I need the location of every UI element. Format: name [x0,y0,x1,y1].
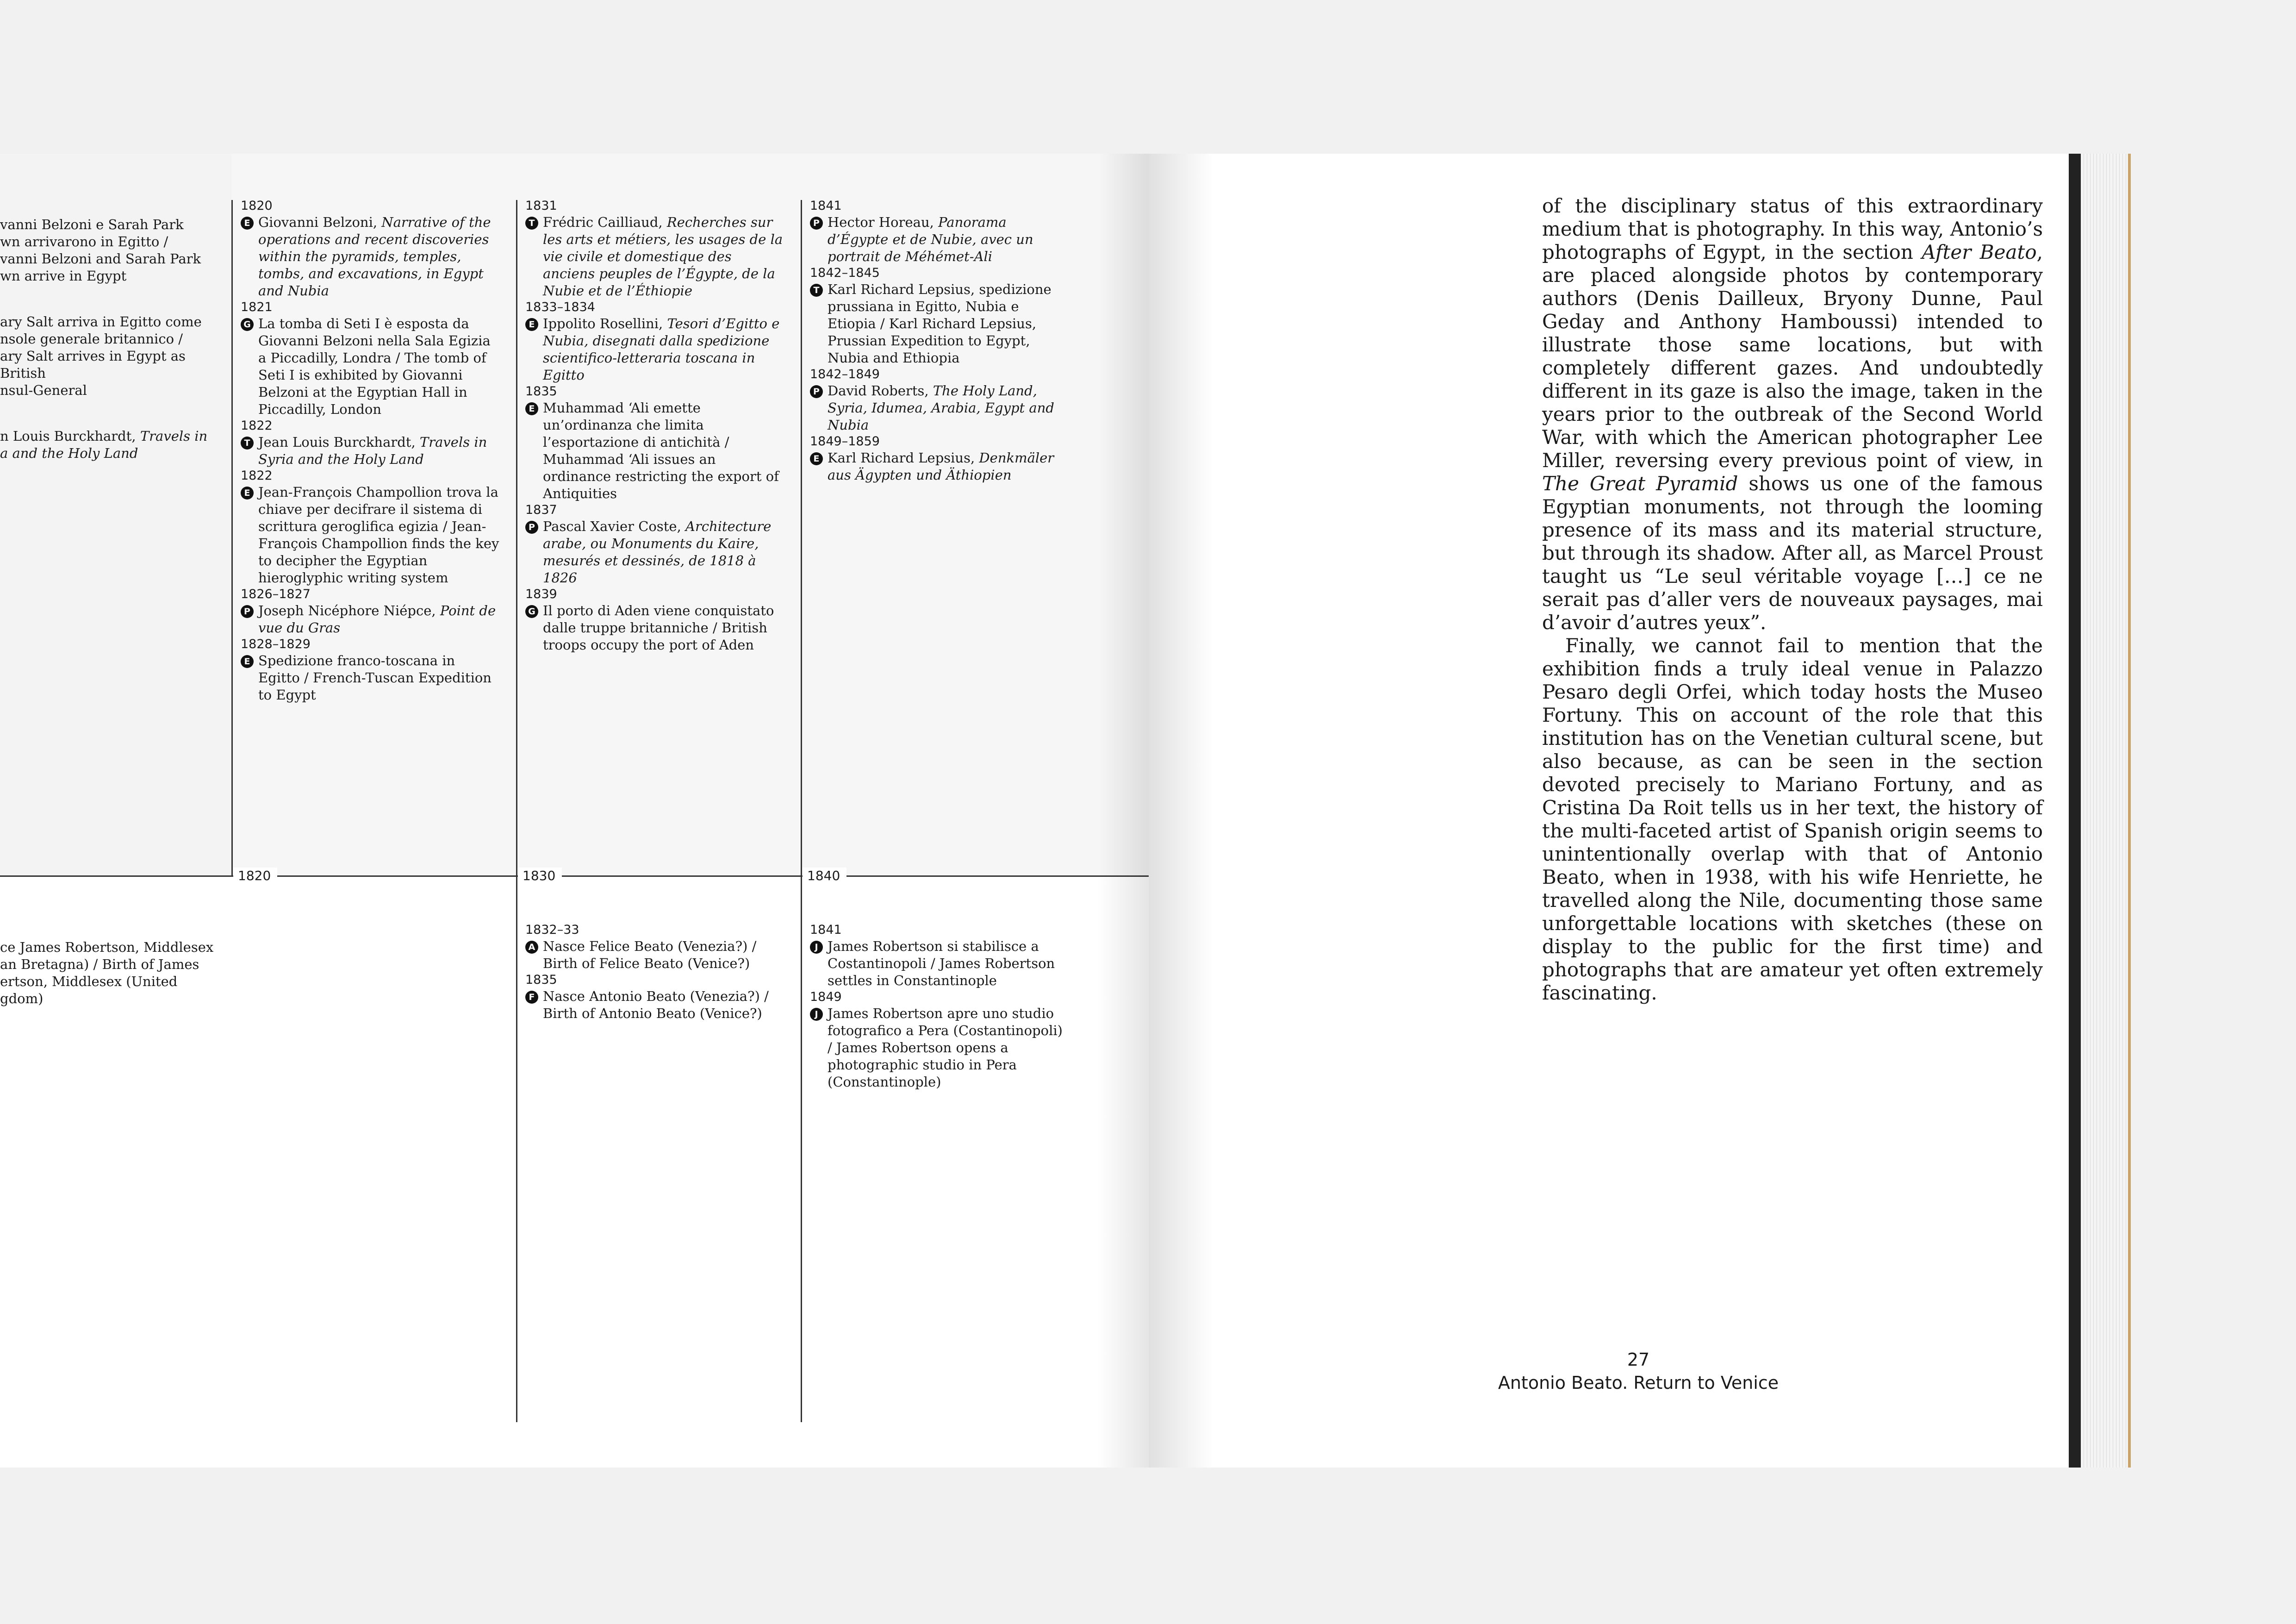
entry-line: nsul-General [0,382,87,398]
timeline-lower-col-1840s [810,922,1069,1091]
entry-line: wn arrive in Egypt [0,268,127,284]
timeline-upper-col-1820s [241,198,500,704]
category-badge: E [525,318,538,331]
entry-text: Pascal Xavier Coste, [543,518,686,534]
timeline-entry [525,384,784,502]
entry-year: 1842–1845 [810,266,880,280]
entry-title: Narrative of the operations and recent discoveries within the pyramids, temples, tombs, and excavations, in Egypt and Nubia [258,214,491,299]
entry-text: n Louis Burckhardt, [0,428,140,444]
entry-text: Giovanni Belzoni, [258,214,382,230]
page-footer [1481,1348,1796,1394]
entry-year: 1822 [241,468,273,483]
category-badge: T [810,284,823,297]
timeline-upper-col-0 [0,216,218,462]
essay-paragraph-1 [1542,194,2043,634]
entry-text: Nasce Antonio Beato (Venezia?) / Birth of Antonio Beato (Venice?) [543,988,769,1021]
category-badge: T [241,437,254,450]
timeline-entry [525,300,784,384]
entry-title: Tesori d’Egitto e Nubia, disegnati dalla spedizione scientifico-letteraria toscana in Egitto [543,316,780,383]
entry-line: ary Salt arrives in Egypt as British [0,348,186,381]
category-badge: T [525,217,538,230]
timeline-upper-col-1830s [525,198,784,654]
entry-title: The Holy Land, Syria, Idumea, Arabia, Egypt and Nubia [828,383,1054,433]
timeline-entry [525,502,784,587]
entry-year: 1828–1829 [241,637,311,651]
category-badge: E [241,655,254,668]
category-badge: A [525,941,538,954]
timeline-entry [0,313,218,399]
entry-text: Jean Louis Burckhardt, [258,434,420,450]
entry-year: 1837 [525,503,557,517]
axis-label-1830: 1830 [518,868,562,884]
essay-text: shows us one of the famous Egyptian monuments, not through the looming presence of its mass and its material structure, but through its shadow. After all, as Marcel Proust taught us “Le seul véritable voyage […] ce ne serait pas d’aller vers de nouveaux paysages, mai d’avoir d’autres yeux”. [1542,472,2043,634]
essay-paragraph-2: Finally, we cannot fail to mention that the exhibition finds a truly ideal venue in Palazzo Pesaro degli Orfei, which today hosts the Museo Fortuny. This on account of the role that this institution has on the Venetian cultural scene, but also because, as can be seen in the section devoted precisely to Mariano Fortuny, and as Cristina Da Roit tells us in her text, the history of the multi-faceted artist of Spanish origin seems to unintentionally overlap with that of Antonio Beato, when in 1938, with his wife Henriette, he travelled along the Nile, documenting those same unforgettable locations with sketches (these on display to the public for the first time) and photographs that are amateur yet often extremely fascinating. [1542,634,2043,1004]
gutter-shadow-right [1149,154,1213,1468]
entry-line: ce James Robertson, Middlesex [0,939,214,955]
category-badge: P [525,521,538,534]
entry-title: Travels in Syria and the Holy Land [258,434,487,467]
entry-text: James Robertson apre uno studio fotografico a Pera (Costantinopoli) / James Robertson opens a photographic studio in Pera (Constantinople) [828,1006,1063,1090]
entry-text: James Robertson si stabilisce a Costantinopoli / James Robertson settles in Constantinople [828,938,1055,988]
timeline-entry [241,637,500,704]
timeline-entry [525,587,784,654]
timeline-entry [525,198,784,300]
entry-text: Joseph Nicéphore Niépce, [258,603,440,618]
axis-label-1840: 1840 [803,868,846,884]
entry-text: Nasce Felice Beato (Venezia?) / Birth of Felice Beato (Venice?) [543,938,757,971]
entry-text: Karl Richard Lepsius, [828,450,979,466]
entry-text: Jean-François Champollion trova la chiave per decifrare il sistema di scrittura geroglifica egizia / Jean-François Champollion finds the key to decipher the Egyptian hieroglyphic writing system [258,484,499,586]
entry-title: Denkmäler aus Ägypten und Äthiopien [828,450,1054,483]
entry-year: 1822 [241,418,273,433]
entry-year: 1833–1834 [525,300,595,314]
entry-text: Frédric Cailliaud, [543,214,667,230]
category-badge: E [241,217,254,230]
entry-year: 1842–1849 [810,367,880,381]
entry-text: La tomba di Seti I è esposta da Giovanni Belzoni nella Sala Egizia a Piccadilly, Londra / The tomb of Seti I is exhibited by Giovanni Belzoni at the Egyptian Hall in Piccadilly, London [258,316,491,417]
category-badge: J [810,1008,823,1021]
entry-year: 1841 [810,199,842,213]
timeline-upper-col-1840s [810,198,1069,484]
category-badge: E [525,402,538,415]
timeline-entry [0,939,218,1007]
entry-year: 1839 [525,587,557,601]
entry-year: 1849–1859 [810,434,880,449]
entry-line: ary Salt arriva in Egitto come [0,314,202,330]
book-edge-dark-stripe [2069,154,2081,1468]
category-badge: P [810,385,823,398]
entry-year: 1820 [241,199,273,213]
entry-title: Architecture arabe, ou Monuments du Kaire, mesurés et dessinés, de 1818 à 1826 [543,518,772,586]
timeline-entry [0,428,218,462]
entry-text: David Roberts, [828,383,933,399]
entry-text: Karl Richard Lepsius, spedizione prussiana in Egitto, Nubia e Etiopia / Karl Richard Lepsius, Prussian Expedition to Egypt, Nubia and Ethiopia [828,281,1052,366]
timeline-entry [810,434,1069,484]
category-badge: F [525,991,538,1004]
work-title-great-pyramid: The Great Pyramid [1542,472,1738,495]
category-badge: E [241,487,254,500]
timeline-entry [810,989,1069,1091]
entry-title: Panorama d’Égypte et de Nubie, avec un portrait de Méhémet-Ali [828,214,1033,264]
timeline-entry [241,587,500,637]
entry-line: vanni Belzoni e Sarah Park [0,217,184,232]
category-badge: E [810,452,823,465]
category-badge: P [241,605,254,618]
essay-text: , are placed alongside photos by contemporary authors (Denis Dailleux, Bryony Dunne, Paul Geday and Anthony Hamboussi) intended to illustrate those same locations, but with completely different gazes. And undoubtedly different in its gaze is also the image, taken in the years prior to the outbreak of the Second World War, with which the American photographer Lee Miller, reversing every previous point of view, in [1542,241,2043,472]
page-number: 27 [1627,1349,1650,1370]
entry-text: Hector Horeau, [828,214,939,230]
timeline-entry [810,367,1069,434]
timeline-entry [241,418,500,468]
entry-text: Ippolito Rosellini, [543,316,667,331]
entry-line: vanni Belzoni and Sarah Park [0,251,201,267]
timeline-entry [810,922,1069,989]
entry-line: gdom) [0,991,44,1006]
timeline-entry [241,468,500,587]
timeline-entry [810,198,1069,265]
entry-year: 1832–33 [525,923,579,937]
entry-year: 1841 [810,923,842,937]
entry-line: wn arrivarono in Egitto / [0,234,168,250]
entry-title: Point de vue du Gras [258,603,496,636]
entry-year: 1835 [525,973,557,987]
left-page-timeline [0,154,1149,1468]
book-edge-pages [2081,154,2131,1468]
column-line-1840 [801,200,802,1422]
entry-year: 1831 [525,199,557,213]
running-title: Antonio Beato. Return to Venice [1498,1373,1779,1393]
entry-text: Spedizione franco-toscana in Egitto / French-Tuscan Expedition to Egypt [258,653,492,703]
category-badge: P [810,217,823,230]
category-badge: J [810,941,823,954]
entry-text: Il porto di Aden viene conquistato dalle truppe britanniche / British troops occupy the port of Aden [543,603,774,653]
column-line-1830 [516,200,517,1422]
timeline-entry [525,972,784,1022]
timeline-entry [0,216,218,285]
essay-text: of the disciplinary status of this extraordinary medium that is photography. In this way, Antonio’s photographs of Egypt, in the section [1542,194,2043,263]
entry-text: Muhammad ‘Ali emette un’ordinanza che limita l’esportazione di antichità / Muhammad ‘Ali issues an ordinance restricting the export of Antiquities [543,400,779,501]
section-title-after-beato: After Beato [1922,241,2037,263]
entry-year: 1849 [810,990,842,1004]
entry-title: Recherches sur les arts et métiers, les usages de la vie civile et domestique des anciens peuples de l’Égypte, de la Nubie et de l’Éthiopie [543,214,783,299]
timeline-lower-col-0 [0,939,218,1007]
entry-year: 1826–1827 [241,587,311,601]
category-badge: G [241,318,254,331]
entry-line: an Bretagna) / Birth of James [0,956,199,972]
entry-year: 1821 [241,300,273,314]
entry-line: nsole generale britannico / [0,331,183,347]
entry-line [0,428,218,445]
essay-body [1542,194,2043,1005]
timeline-entry [810,265,1069,367]
column-line-1820 [231,200,233,876]
timeline-entry [241,300,500,418]
entry-title: Travels in [140,428,208,444]
timeline-entry [241,198,500,300]
timeline-lower-col-1830s [525,922,784,1022]
entry-title: a and the Holy Land [0,445,138,461]
axis-label-1820: 1820 [233,868,277,884]
timeline-axis [0,875,1149,877]
category-badge: G [525,605,538,618]
timeline-entry [525,922,784,972]
entry-year: 1835 [525,384,557,399]
entry-line: ertson, Middlesex (United [0,974,178,989]
